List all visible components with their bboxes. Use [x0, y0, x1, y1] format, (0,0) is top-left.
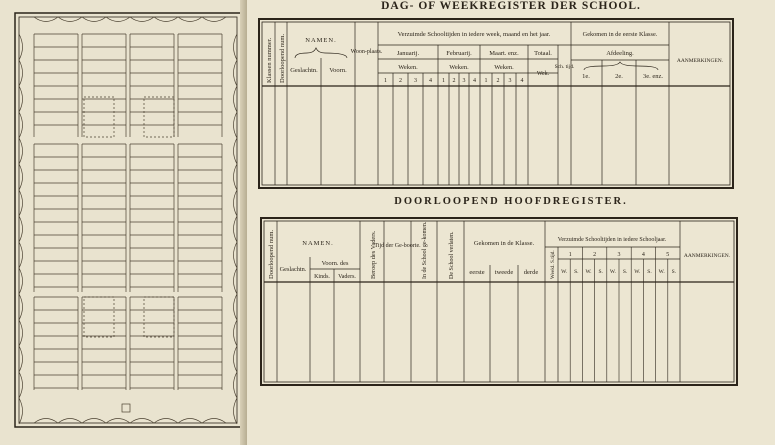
- year-number: 2: [593, 252, 597, 258]
- plan-edge-arc: [130, 419, 154, 424]
- year-w-label: W.: [609, 269, 616, 275]
- plan-outer-border: [15, 13, 241, 427]
- week-num: 3: [508, 78, 512, 84]
- plan-edge-arc: [234, 372, 238, 398]
- col-doorloopend-num: Doorloopend num.: [279, 33, 286, 83]
- plan-edge-arc: [234, 294, 238, 320]
- week-num: 2: [496, 78, 500, 84]
- tijd-header: Tijd der Ge-boorte.: [374, 243, 421, 249]
- plan-edge-arc: [178, 17, 202, 22]
- plan-edge-arc: [234, 164, 238, 190]
- verzuimde-header: Verzuimde Schooltijden in iedere week, maand en het jaar.: [397, 31, 551, 38]
- plan-edge-arc: [19, 398, 23, 424]
- aanmerkingen-header: AANMERKINGEN.: [683, 253, 731, 259]
- wek-header: Wek.: [536, 71, 550, 77]
- plan-edge-arc: [19, 216, 23, 242]
- year-s-label: S.: [671, 269, 677, 275]
- year-w-label: W.: [585, 269, 592, 275]
- namen-header: NAMEN.: [302, 240, 334, 247]
- totaal-header: Totaal.: [534, 50, 552, 57]
- year-s-label: S.: [574, 269, 579, 275]
- plan-edge-arc: [234, 268, 238, 294]
- plan-edge-arc: [234, 216, 238, 242]
- geslachtn-header: Geslachtn.: [290, 67, 318, 74]
- plan-dashed-area: [144, 297, 174, 337]
- inschool-header: In de School ge-komen.: [422, 221, 428, 279]
- plan-edge-arc: [82, 17, 106, 22]
- week-num: 2: [399, 78, 402, 84]
- plan-edge-arc: [234, 190, 238, 216]
- plan-edge-arc: [234, 60, 238, 86]
- februarij-header: Februarij.: [446, 50, 472, 57]
- plan-door: [122, 404, 130, 412]
- week-num: 1: [442, 78, 445, 84]
- weekregister-table: [258, 18, 734, 190]
- plan-edge-arc: [106, 17, 130, 22]
- week-num: 4: [520, 78, 524, 84]
- plan-edge-arc: [34, 17, 58, 22]
- plan-edge-arc: [234, 242, 238, 268]
- year-number: 4: [641, 252, 645, 258]
- tweede-header: tweede: [494, 269, 514, 276]
- plan-edge-arc: [58, 419, 82, 424]
- year-number: 1: [568, 252, 572, 258]
- schtijd-header: Sch. tijd.: [554, 64, 575, 70]
- woonplaats-header: Woon-plaats.: [350, 49, 383, 55]
- gekomen-header: Gekomen in de Klasse.: [473, 240, 535, 247]
- year-w-label: W.: [634, 269, 641, 275]
- gekomen-header: Gekomen in de eerste Klasse.: [582, 31, 658, 38]
- plan-edge-arc: [178, 419, 202, 424]
- plan-dashed-area: [84, 97, 114, 137]
- right-page: [247, 0, 775, 445]
- week-num: 4: [473, 78, 476, 84]
- plan-edge-arc: [106, 419, 130, 424]
- plan-edge-arc: [234, 398, 238, 424]
- weken-header-3: Weken.: [494, 64, 514, 71]
- voorn-header: Voorn.: [329, 67, 347, 74]
- year-number: 3: [617, 252, 621, 258]
- plan-edge-arc: [19, 60, 23, 86]
- week-num: 3: [414, 78, 417, 84]
- derde-header: derde: [523, 269, 539, 276]
- maart-header: Maart. enz.: [489, 50, 519, 57]
- verzuimde-header: Verzuimde Schooltijden in iedere Schooljaar.: [557, 237, 667, 243]
- plan-edge-arc: [154, 419, 178, 424]
- plan-edge-arc: [19, 372, 23, 398]
- namen-header: NAMEN.: [305, 37, 337, 44]
- plan-edge-arc: [19, 320, 23, 346]
- col-klassen-nummer: Klassen nummer.: [266, 37, 273, 83]
- geslachtn-header: Geslachtn.: [279, 266, 307, 273]
- januarij-header: Januarij.: [396, 50, 420, 57]
- year-w-label: W.: [658, 269, 665, 275]
- week-num: 4: [429, 78, 432, 84]
- plan-edge-arc: [19, 190, 23, 216]
- schoolroom-floor-plan: [14, 12, 244, 430]
- afdeeling-header: Afdeeling.: [606, 50, 634, 57]
- weken-header-2: Weken.: [449, 64, 469, 71]
- plan-edge-arc: [19, 164, 23, 190]
- year-s-label: S.: [598, 269, 603, 275]
- week-num: 1: [484, 78, 488, 84]
- year-s-label: S.: [622, 269, 628, 275]
- left-page: [0, 0, 247, 445]
- plan-edge-arc: [130, 17, 154, 22]
- plan-edge-arc: [202, 419, 226, 424]
- plan-edge-arc: [19, 138, 23, 164]
- weekl-header: Weekl. S.tijd.: [550, 250, 556, 279]
- plan-dashed-area: [144, 97, 174, 137]
- plan-dashed-area: [84, 297, 114, 337]
- vaders-header: Vaders.: [338, 274, 356, 280]
- plan-edge-arc: [19, 268, 23, 294]
- plan-edge-arc: [234, 86, 238, 112]
- plan-edge-arc: [234, 346, 238, 372]
- week-num: 3: [462, 78, 466, 84]
- plan-edge-arc: [19, 34, 23, 60]
- col-doorloopend-num: Doorloopend num.: [268, 229, 275, 279]
- plan-edge-arc: [19, 294, 23, 320]
- plan-edge-arc: [82, 419, 106, 424]
- plan-edge-arc: [58, 17, 82, 22]
- plan-edge-arc: [234, 320, 238, 346]
- hoofdregister-title: DOORLOOPEND HOOFDREGISTER.: [394, 196, 628, 207]
- plan-edge-arc: [19, 346, 23, 372]
- afd-2e: 2e.: [615, 73, 623, 80]
- deschool-header: De School verlaten.: [449, 231, 455, 279]
- plan-edge-arc: [154, 17, 178, 22]
- year-number: 5: [666, 252, 670, 258]
- hoofdregister-table: [260, 217, 738, 387]
- weken-header-1: Weken.: [398, 64, 418, 71]
- plan-edge-arc: [34, 419, 58, 424]
- afd-1e: 1e.: [582, 73, 590, 80]
- plan-edge-arc: [234, 138, 238, 164]
- kinds-header: Kinds.: [314, 274, 330, 280]
- plan-edge-arc: [202, 17, 226, 22]
- eerste-header: eerste: [469, 269, 485, 276]
- year-w-label: W.: [561, 269, 568, 275]
- plan-edge-arc: [19, 112, 23, 138]
- weekregister-title: DAG- OF WEEKREGISTER DER SCHOOL.: [381, 0, 641, 12]
- beroep-header: Beroep des Vaders.: [370, 230, 377, 279]
- plan-edge-arc: [19, 86, 23, 112]
- year-s-label: S.: [647, 269, 652, 275]
- voorn-des-header: Voorn. des: [321, 260, 349, 267]
- week-num: 1: [384, 78, 387, 84]
- plan-edge-arc: [234, 34, 238, 60]
- week-num: 2: [452, 78, 456, 84]
- plan-edge-arc: [234, 112, 238, 138]
- aanmerkingen-header: AANMERKINGEN.: [676, 58, 724, 64]
- afd-3e: 3e. enz.: [642, 73, 664, 80]
- plan-edge-arc: [19, 242, 23, 268]
